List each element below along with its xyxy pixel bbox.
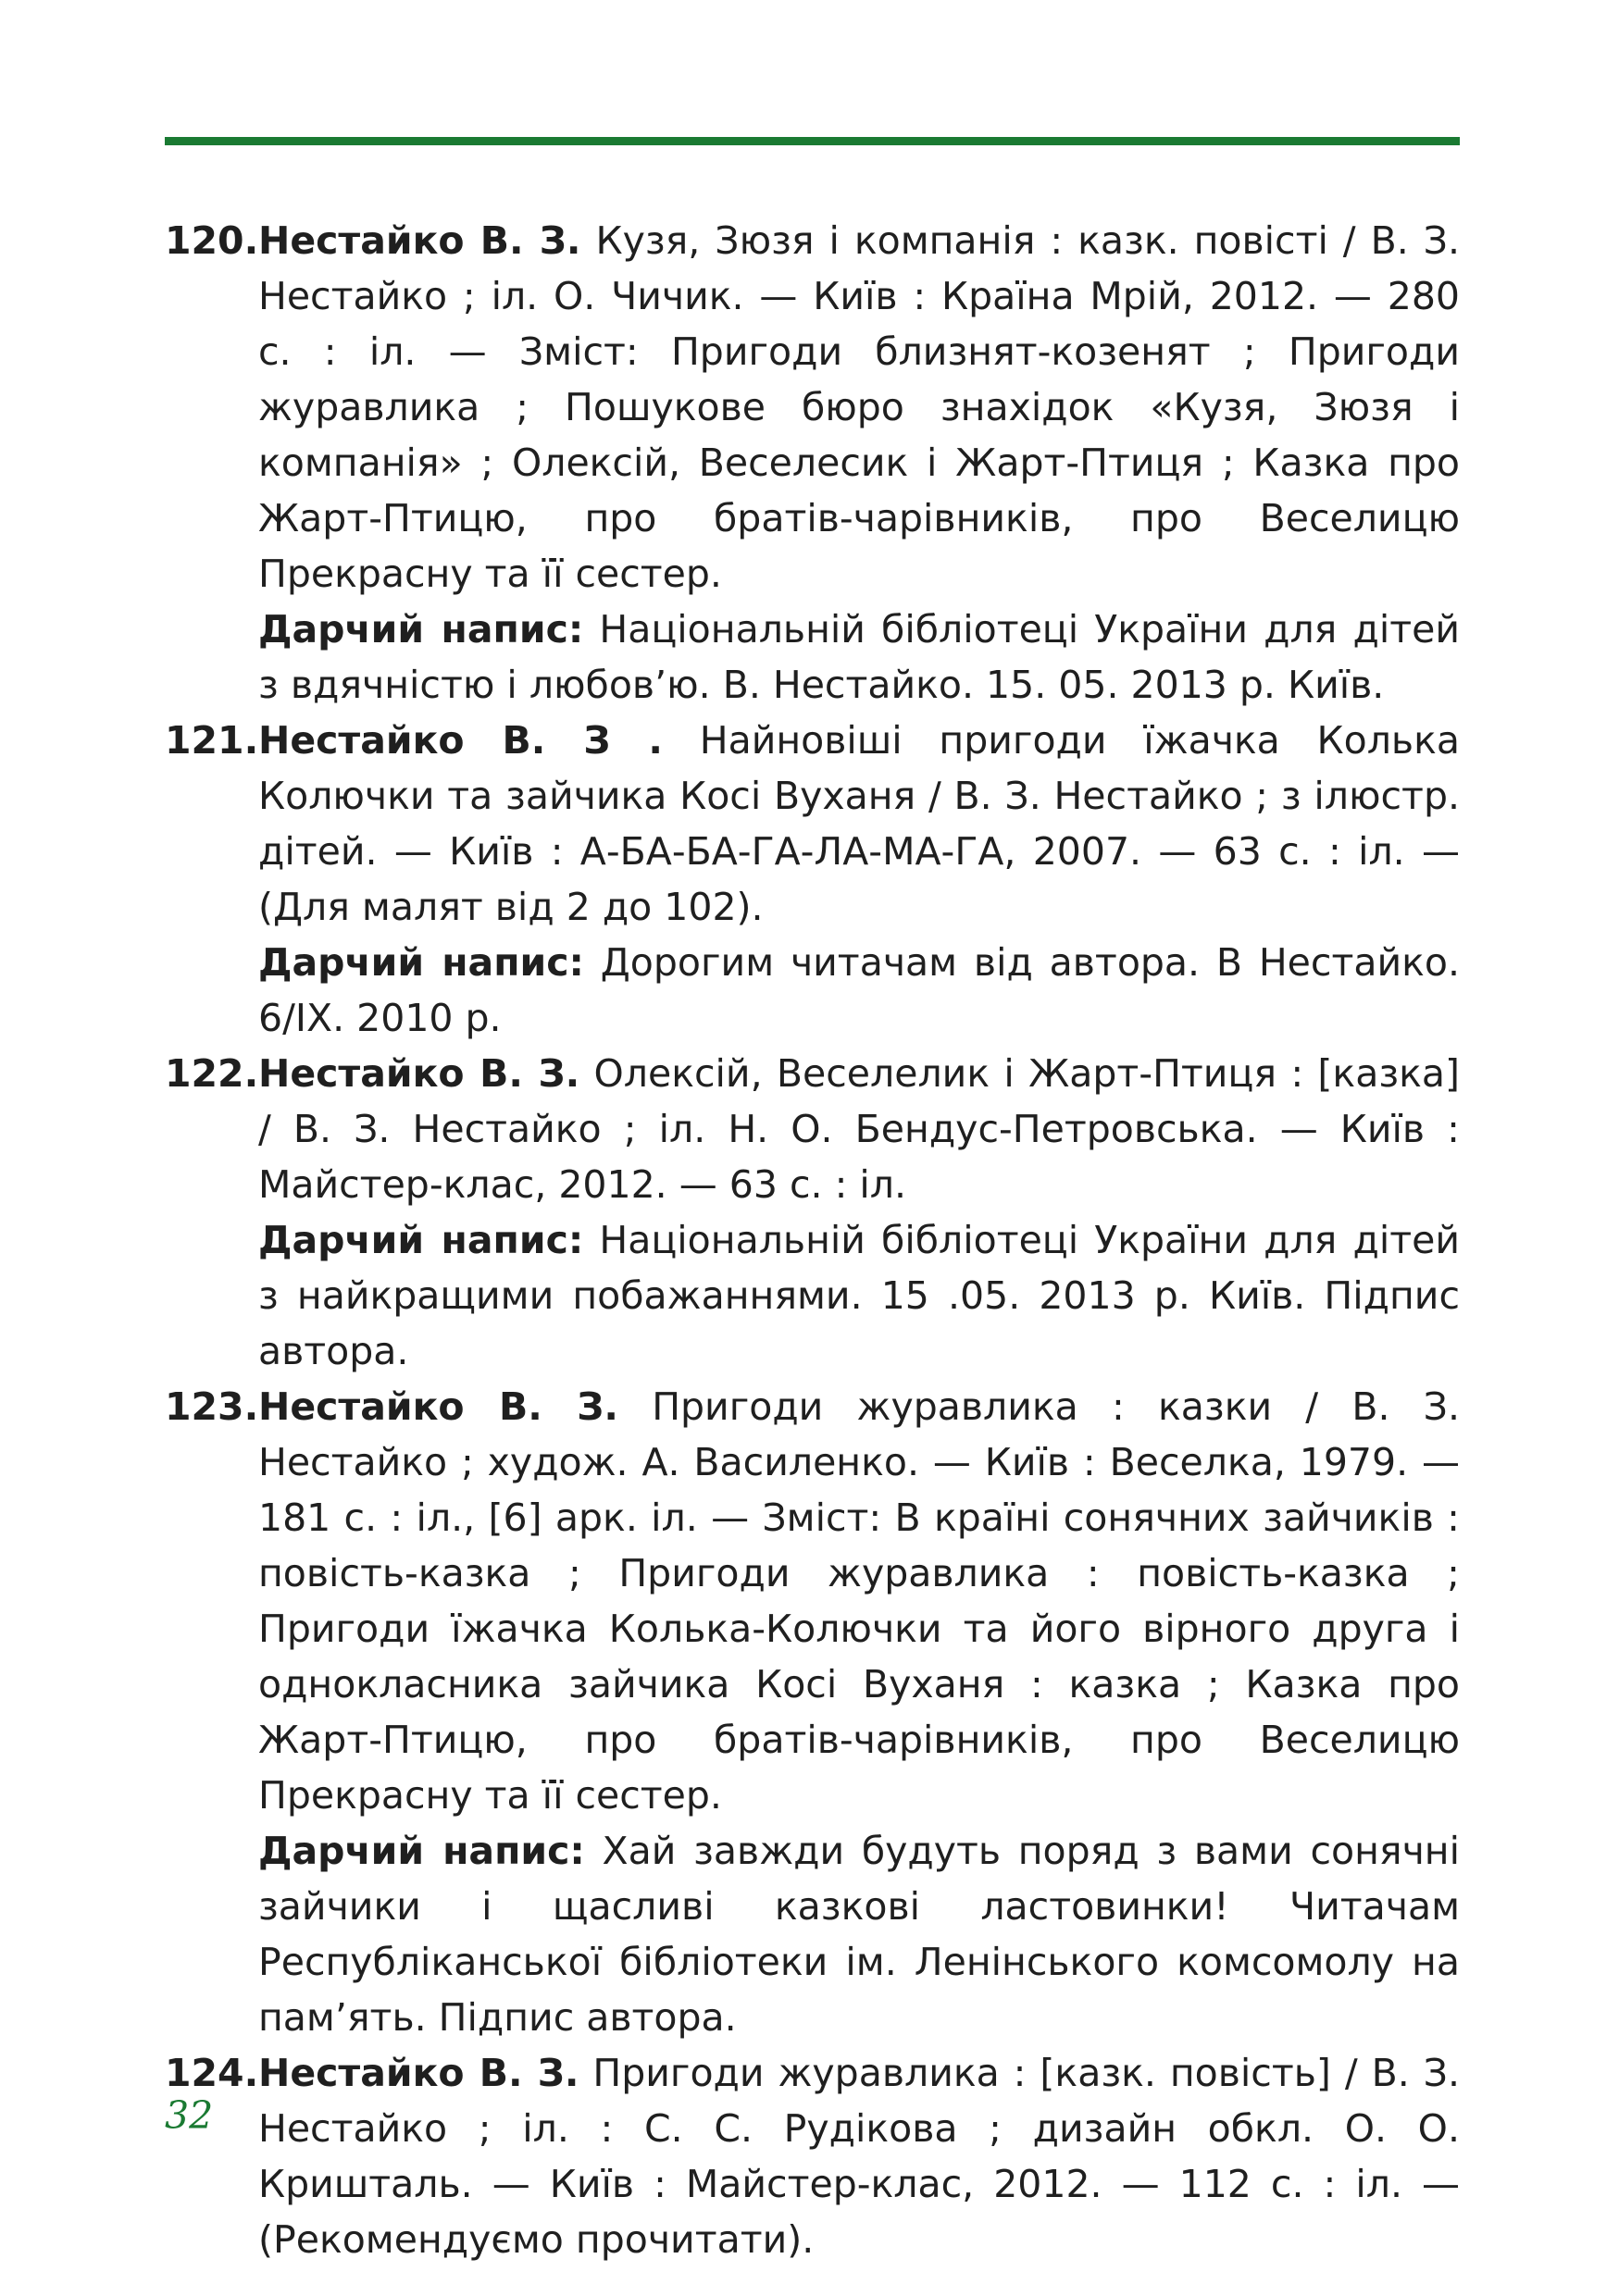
- inscription-text: Національній бібліотеці України для дітей з вдячністю і любов’ю. В. Нестайко. 15. 05. 2013 р. Київ.: [258, 607, 1460, 707]
- inscription-text: Національній бібліотеці України для дітей з найкращими побажаннями. 15 .05. 2013 р. Київ. Підпис автора.: [258, 1218, 1460, 1373]
- inscription-text: Хай завжди будуть поряд з вами сонячні зайчики і щасливі казкові ластовинки! Читачам Республіканської бібліотеки ім. Ленінського комсомолу на пам’ять. Підпис автора.: [258, 1829, 1460, 2040]
- bibliography-entry: [165, 1046, 1460, 1379]
- top-rule: [165, 137, 1460, 145]
- entry-inscription: [258, 1823, 1460, 2045]
- entry-author: Нестайко В. З.: [258, 218, 581, 263]
- entry-inscription: [258, 1212, 1460, 1379]
- inscription-text: Дорогим читачам від автора. В Нестайко. 6/IX. 2010 р.: [258, 940, 1460, 1040]
- bibliography-entry: [165, 713, 1460, 1046]
- entry-description: [258, 2045, 1460, 2267]
- entry-text: Пригоди журавлика : казки / В. З. Нестайко ; худож. А. Василенко. — Київ : Веселка, 1979. — 181 с. : іл., [6] арк. іл. — Зміст: В країні сонячних зайчиків : повість-казка ; Пригоди журавлика : повість-казка ; Пригоди їжачка Колька-Колючки та його вірного друга і однокласника зайчика Косі Вуханя : казка ; Казка про Жарт-Птицю, про братів-чарівників, про Веселицю Прекрасну та її сестер.: [258, 1384, 1460, 1818]
- bibliography-list: [165, 213, 1460, 2267]
- entry-author: Нестайко В. З.: [258, 1384, 618, 1429]
- entry-description: [258, 1046, 1460, 1212]
- entry-number: 121.: [165, 718, 259, 763]
- inscription-label: Дарчий напис:: [258, 1218, 584, 1262]
- inscription-label: Дарчий напис:: [258, 1829, 585, 1873]
- entry-description: [258, 1379, 1460, 1823]
- entry-description: [258, 713, 1460, 935]
- entry-number: 122.: [165, 1051, 259, 1096]
- entry-text: Кузя, Зюзя і компанія : казк. повісті / В. З. Нестайко ; іл. О. Чичик. — Київ : Країна Мрій, 2012. — 280 с. : іл. — Зміст: Пригоди близнят-козенят ; Пригоди журавлика ; Пошукове бюро знахідок «Кузя, Зюзя і компанія» ; Олексій, Веселесик і Жарт-Птиця ; Казка про Жарт-Птицю, про братів-чарівників, про Веселицю Прекрасну та її сестер.: [258, 218, 1460, 596]
- entry-number: 120.: [165, 218, 259, 263]
- entry-number: 123.: [165, 1384, 259, 1429]
- entry-inscription: [258, 935, 1460, 1046]
- entry-text: Пригоди журавлика : [казк. повість] / В. З. Нестайко ; іл. : С. С. Рудікова ; дизайн обкл. О. О. Кришталь. — Київ : Майстер-клас, 2012. — 112 с. : іл. — (Рекомендуємо прочитати).: [258, 2051, 1461, 2262]
- bibliography-entry: [165, 1379, 1460, 2045]
- bibliography-entry: [165, 2045, 1460, 2267]
- entry-inscription: [258, 602, 1460, 713]
- entry-text: Найновіші пригоди їжачка Колька Колючки та зайчика Косі Вуханя / В. З. Нестайко ; з ілюстр. дітей. — Київ : А-БА-БА-ГА-ЛА-МА-ГА, 2007. — 63 с. : іл. — (Для малят від 2 до 102).: [258, 718, 1460, 929]
- entry-description: [258, 213, 1460, 602]
- inscription-label: Дарчий напис:: [258, 607, 584, 652]
- entry-number: 124.: [165, 2051, 259, 2095]
- bibliography-entry: [165, 213, 1460, 713]
- entry-text: Олексій, Веселелик і Жарт-Птиця : [казка] / В. З. Нестайко ; іл. Н. О. Бендус-Петровська. — Київ : Майстер-клас, 2012. — 63 с. : іл.: [258, 1051, 1461, 1207]
- entry-author: Нестайко В. З.: [258, 1051, 580, 1096]
- entry-author: Нестайко В. З .: [258, 718, 664, 763]
- page-number: 32: [165, 2093, 214, 2138]
- inscription-label: Дарчий напис:: [258, 940, 584, 985]
- entry-author: Нестайко В. З.: [258, 2051, 579, 2095]
